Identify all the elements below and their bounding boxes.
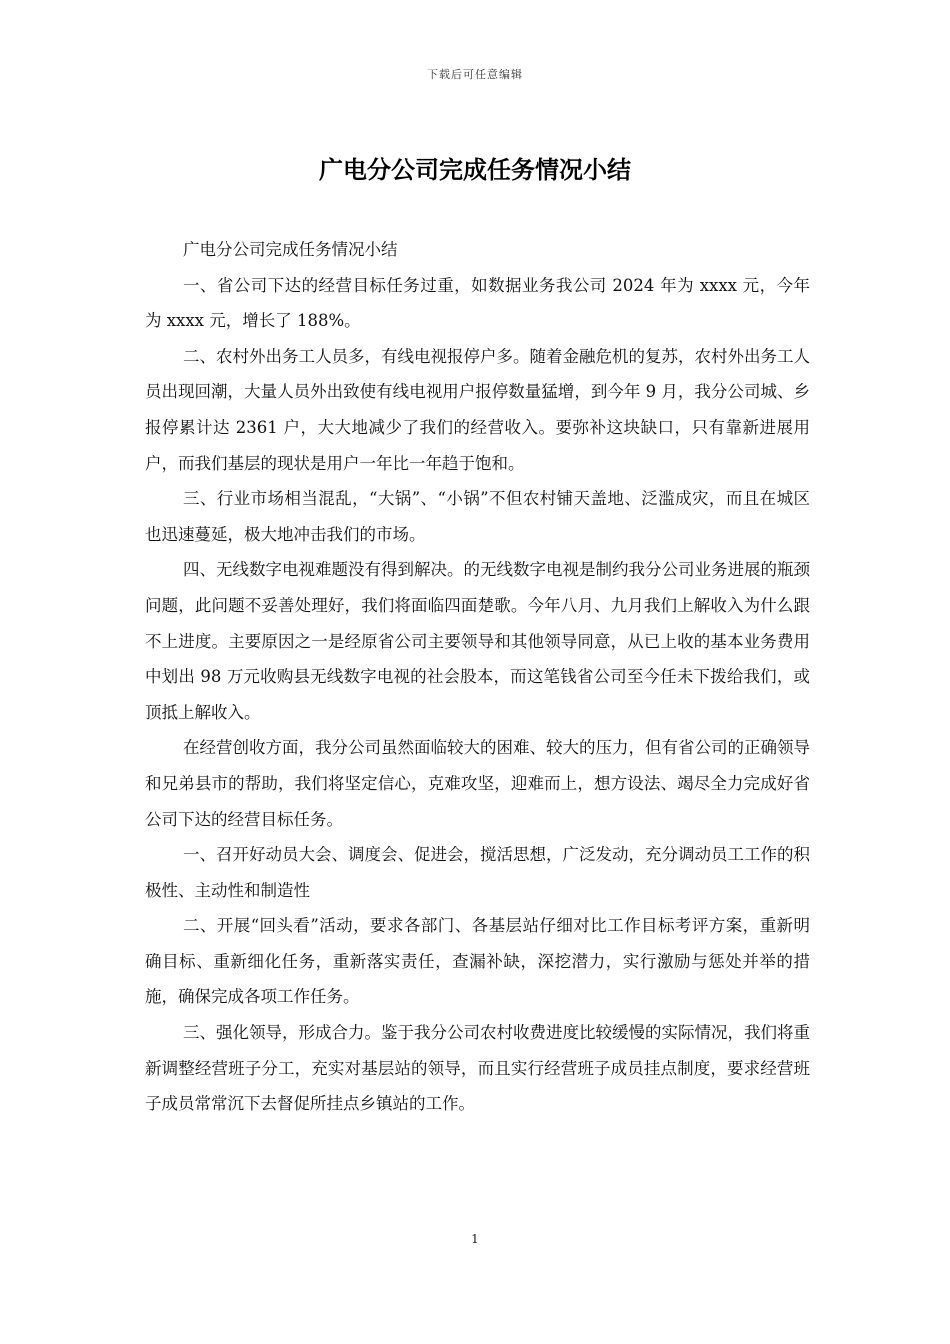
paragraph: 二、农村外出务工人员多，有线电视报停户多。随着金融危机的复苏，农村外出务工人员出现回潮，大量人员外出致使有线电视用户报停数量猛增，到今年 9 月，我分公司城、乡报停累计达 2361 户，大大地减少了我们的经营收入。要弥补这块缺口，只有靠新进展用户，而我们基层的现状是用户一年比一年趋于饱和。 [145,346,810,473]
page-number: 1 [471,1232,479,1246]
paragraph: 三、强化领导，形成合力。鉴于我分公司农村收费进度比较缓慢的实际情况，我们将重新调整经营班子分工，充实对基层站的领导，而且实行经营班子成员挂点制度，要求经营班子成员常常沉下去督促所挂点乡镇站的工作。 [145,1023,810,1114]
paragraph: 广电分公司完成任务情况小结 [182,240,398,259]
document-body [145,232,810,1122]
paragraph: 二、开展“回头看”活动，要求各部门、各基层站仔细对比工作目标考评方案，重新明确目标、重新细化任务，重新落实责任，查漏补缺，深挖潜力，实行激励与惩处并举的措施，确保完成各项工作任务。 [145,916,810,1007]
paragraph: 在经营创收方面，我分公司虽然面临较大的困难、较大的压力，但有省公司的正确领导和兄弟县市的帮助，我们将坚定信心，克难攻坚，迎难而上，想方设法、竭尽全力完成好省公司下达的经营目标任务。 [145,738,810,829]
paragraph: 四、无线数字电视难题没有得到解决。的无线数字电视是制约我分公司业务进展的瓶颈问题，此问题不妥善处理好，我们将面临四面楚歌。今年八月、九月我们上解收入为什么跟不上进度。主要原因之一是经原省公司主要领导和其他领导同意，从已上收的基本业务费用中划出 98 万元收购县无线数字电视的社会股本，而这笔钱省公司至今任未下拨给我们，或顶抵上解收入。 [145,560,810,722]
document-title: 广电分公司完成任务情况小结 [319,155,631,184]
paragraph: 一、召开好动员大会、调度会、促进会，搅活思想，广泛发动，充分调动员工工作的积极性、主动性和制造性 [145,845,810,900]
paragraph: 一、省公司下达的经营目标任务过重，如数据业务我公司 2024 年为 xxxx 元，今年为 xxxx 元，增长了 188%。 [145,275,810,331]
header-note: 下载后可任意编辑 [427,68,523,81]
paragraph: 三、行业市场相当混乱，“大锅”、“小锅”不但农村铺天盖地、泛滥成灾，而且在城区也迅速蔓延，极大地冲击我们的市场。 [145,489,810,544]
